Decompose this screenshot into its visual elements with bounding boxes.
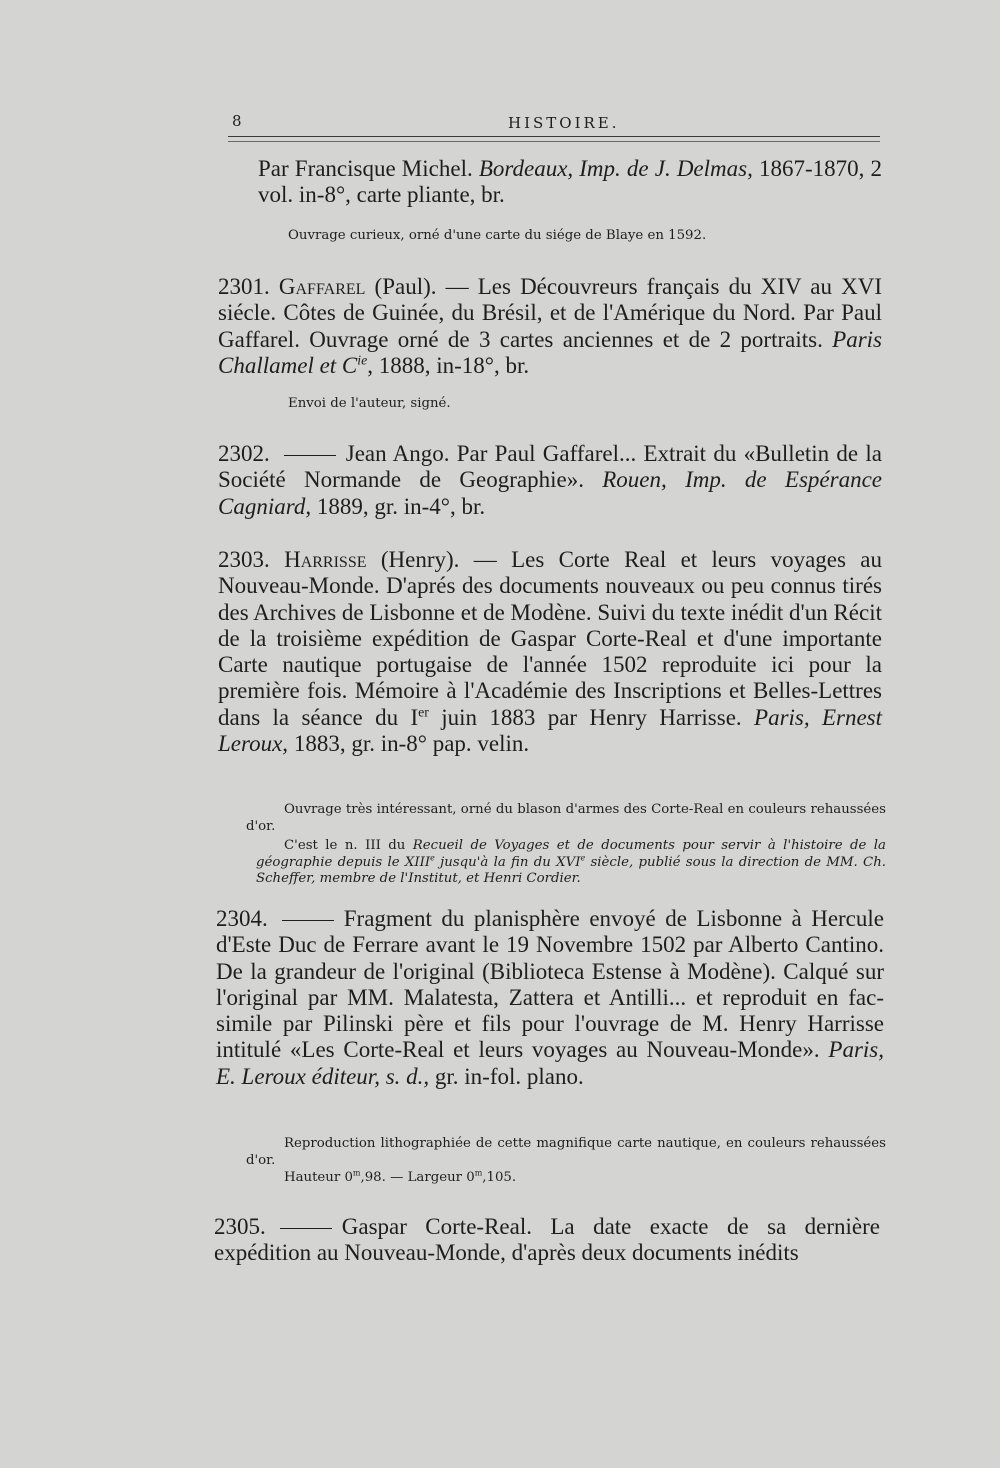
entry-note: Ouvrage très intéressant, orné du blason d'armes des Corte-Real en couleurs rehaussées d'or. [246,802,886,834]
note-sup: m [352,1168,361,1178]
entry-note: Reproduction lithographiée de cette magnifique carte nautique, en couleurs rehaussées d'or. [246,1136,886,1168]
entry-2304 [216,906,884,1090]
entry-author: Gaffarel [278,274,366,299]
entry-imprint: Paris, Ernest Leroux, [218,704,883,757]
entry-text: Gaspar Corte-Real. La date exacte de sa dernière expédition au Nouveau-Monde, d'après deux documents inédits [214,1214,880,1266]
entry-text: — Les Corte Real et leurs voyages au Nouveau-Monde. D'aprés des documents nouveaux ou peu connus tirés des Archives de Lisbonne et de Modène. Suivi du texte inédit d'un Récit de la troisième expédition de Gaspar Corte-Real et d'une importante Carte nautique portugaise de l'année 1502 reproduite ici pour la première fois. Mémoire à l'Académie des Inscriptions et Belles-Lettres dans la séance du I [218,547,882,730]
ditto-dash [280,1228,332,1229]
entry-number: 2302. [218,441,270,466]
note-text: C'est le n. III du [284,838,413,853]
ditto-dash [284,455,336,456]
note-text: ,105. [482,1170,517,1185]
entry-text-sup: er [418,704,429,720]
entry-author-name: (Henry). [366,547,460,572]
note-sup: m [474,1168,483,1178]
note-title: siècle, publié sous la direction de MM. Ch. Scheffer, membre de l'Institut, et Henri Cordier. [256,854,886,887]
entry-note [256,838,886,888]
entry-continuation [258,156,882,209]
entry-imprint: Paris, E. Leroux éditeur, s. d., [216,1037,884,1089]
entry-2303 [218,547,882,757]
ditto-dash [282,920,334,921]
entry-text: Fragment du planisphère envoyé de Lisbonne à Hercule d'Este Duc de Ferrare avant le 19 Novembre 1502 par Alberto Cantino. De la grandeur de l'original (Biblioteca Estense à Modène). Calqué sur l'original par MM. Malatesta, Zattera et Antilli... et reproduit en fac-simile par Pilinski père et fils pour l'ouvrage de M. Henry Harrisse intitulé «Les Corte-Real et leurs voyages au Nouveau-Monde». [216,906,884,1063]
page-header [228,112,880,142]
entry-text: — Les Découvreurs français du XIV au XVI siécle. Côtes de Guinée, du Brésil, et de l'Amérique du Nord. Par Paul Gaffarel. Ouvrage orné de 3 cartes anciennes et de 2 portraits. [218,274,882,352]
note-text: ,98. — Largeur 0 [360,1170,475,1185]
entry-2302 [218,441,882,520]
entry-number: 2303. [218,547,270,572]
entry-text: Jean Ango. Par Paul Gaffarel... Extrait du «Bulletin de la Société Normande de Geographie». [218,441,882,493]
note-title: jusqu'à la fin du XVI [434,854,581,870]
entry-note: Envoi de l'auteur, signé. [288,396,451,411]
entry-number: 2301. [218,274,270,299]
entry-note [284,1170,884,1187]
header-rule-secondary [228,141,880,142]
entry-number: 2305. [214,1214,266,1239]
note-title: Recueil de Voyages et de documents pour servir à l'histoire de la géographie depuis le XIII [256,838,886,870]
note-text: Hauteur 0 [284,1170,353,1185]
entry-text: Par Francisque Michel. [258,156,479,181]
entry-text: juin 1883 par Henry Harrisse. [428,704,755,730]
entry-text: 1867-1870, 2 vol. in-8°, carte pliante, br. [258,156,882,208]
entry-author-name: (Paul). [365,274,437,299]
entry-imprint: Rouen, Imp. de Espérance Cagniard, [218,467,882,519]
entry-2301 [218,274,882,379]
entry-imprint: Bordeaux, Imp. de J. Delmas, [478,156,753,181]
note-sup: e [430,853,435,863]
entry-text: , 1888, in-18°, br. [367,352,530,378]
entry-imprint: Paris Challamel et C [218,326,882,378]
page-number: 8 [232,112,242,130]
entry-text: 1883, gr. in-8° pap. velin. [288,731,530,757]
entry-2305 [214,1214,880,1267]
entry-note: Ouvrage curieux, orné d'une carte du siége de Blaye en 1592. [288,228,707,243]
running-head: HISTOIRE. [508,114,620,132]
entry-author: Harrisse [284,547,367,572]
entry-text: 1889, gr. in-4°, br. [311,493,486,519]
entry-text: gr. in-fol. plano. [429,1063,584,1089]
header-rule [228,136,880,137]
entry-imprint-sup: ie [357,352,368,368]
note-sup: e [580,853,586,863]
entry-number: 2304. [216,906,268,931]
